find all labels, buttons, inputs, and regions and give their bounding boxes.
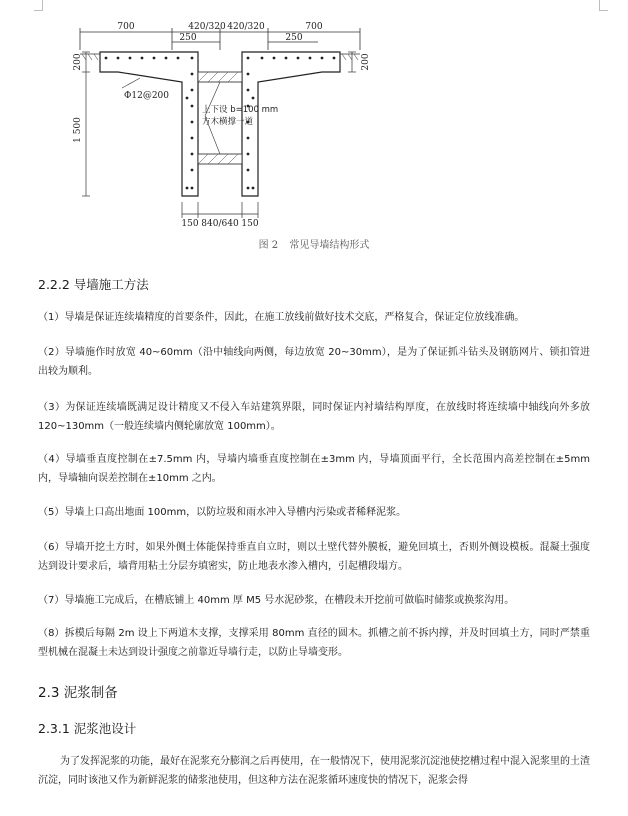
dim-top-250-right: 250 — [285, 33, 303, 43]
paragraph-slurry-pool: 为了发挥泥浆的功能，最好在泥浆充分膨润之后再使用，在一般情况下，使用泥浆沉淀池使挖槽过程中混入泥浆里的土渣沉淀，同时该池又作为新鲜泥浆的储浆池使用，但这种方法在泥浆循环速度快的情况下，泥浆会得 — [38, 756, 590, 786]
dim-right-200: 200 — [361, 53, 371, 71]
section-heading-2-3-1: 2.3.1 泥浆池设计 — [38, 721, 137, 736]
brace-note-line2: 方木横撑一道 — [202, 117, 254, 127]
paragraph-item-4: （4）导墙垂直度控制在±7.5mm 内，导墙内墙垂直度控制在±3mm 内，导墙顶面平行，全长范围内高差控制在±5mm 内，导墙轴向误差控制在±10mm 之内。 — [38, 454, 590, 484]
margin-corner-top-left — [34, 0, 43, 11]
dim-top-700-right: 700 — [305, 22, 323, 32]
paragraph-item-7: （7）导墙施工完成后，在槽底铺上 40mm 厚 M5 号水泥砂浆，在槽段未开挖前可做临时储浆或换浆沟用。 — [38, 595, 515, 606]
rebar-label: Φ12@200 — [124, 91, 170, 101]
dim-top-700-left: 700 — [117, 22, 135, 32]
paragraph-item-8: （8）拆模后每隔 2m 设上下两道木支撑，支撑采用 80mm 直径的圆木。抓槽之前不拆内撑，并及时回填土方，同时严禁重型机械在混凝土未达到设计强度之前靠近导墙行走，以防止导墙变形。 — [38, 628, 590, 658]
brace-note-line1: 上下设 b=100 mm — [202, 105, 279, 115]
guide-wall-diagram — [60, 18, 380, 232]
paragraph-item-5: （5）导墙上口高出地面 100mm，以防垃圾和雨水冲入导槽内污染或者稀释泥浆。 — [38, 507, 407, 518]
dim-top-250-left: 250 — [179, 33, 197, 43]
dim-top-gap-left: 420/320 — [188, 22, 226, 32]
paragraph-item-2: （2）导墙施作时放宽 40~60mm（沿中轴线向两侧，每边放宽 20~30mm），是为了保证抓斗钻头及钢筋网片、锁扣管进出较为顺利。 — [38, 347, 590, 377]
dim-left-200: 200 — [73, 53, 83, 71]
figure-caption-number: 图 2 — [258, 240, 279, 251]
paragraph-item-6: （6）导墙开挖土方时，如果外侧土体能保持垂直自立时，则以土壁代替外膜板，避免回填土，否则外侧设模板。混凝土强度达到设计要求后，墙背用粘土分层夯填密实，防止地表水渗入槽内，引起槽段塌方。 — [38, 542, 590, 572]
figure-caption-text: 常见导墙结构形式 — [289, 240, 370, 251]
section-heading-2-2-2: 2.2.2 导墙施工方法 — [38, 277, 149, 292]
dim-bottom-150-right: 150 — [241, 219, 259, 229]
section-heading-2-3: 2.3 泥浆制备 — [38, 685, 118, 701]
dim-bottom-150-left: 150 — [181, 219, 199, 229]
margin-corner-top-right — [599, 0, 608, 11]
dim-bottom-width: 840/640 — [201, 219, 239, 229]
dim-top-gap-right: 420/320 — [227, 22, 265, 32]
figure-caption — [0, 236, 628, 251]
paragraph-item-3: （3）为保证连续墙既满足设计精度又不侵入车站建筑界限，同时保证内衬墙结构厚度，在放线时将连续墙中轴线向外多放 120~130mm（一般连续墙内侧轮廓放宽 100mm）。 — [38, 402, 590, 432]
dim-height-1500: 1 500 — [73, 117, 83, 143]
paragraph-item-1: （1）导墙是保证连续墙精度的首要条件，因此，在施工放线前做好技术交底，严格复合，保证定位放线准确。 — [38, 312, 525, 323]
